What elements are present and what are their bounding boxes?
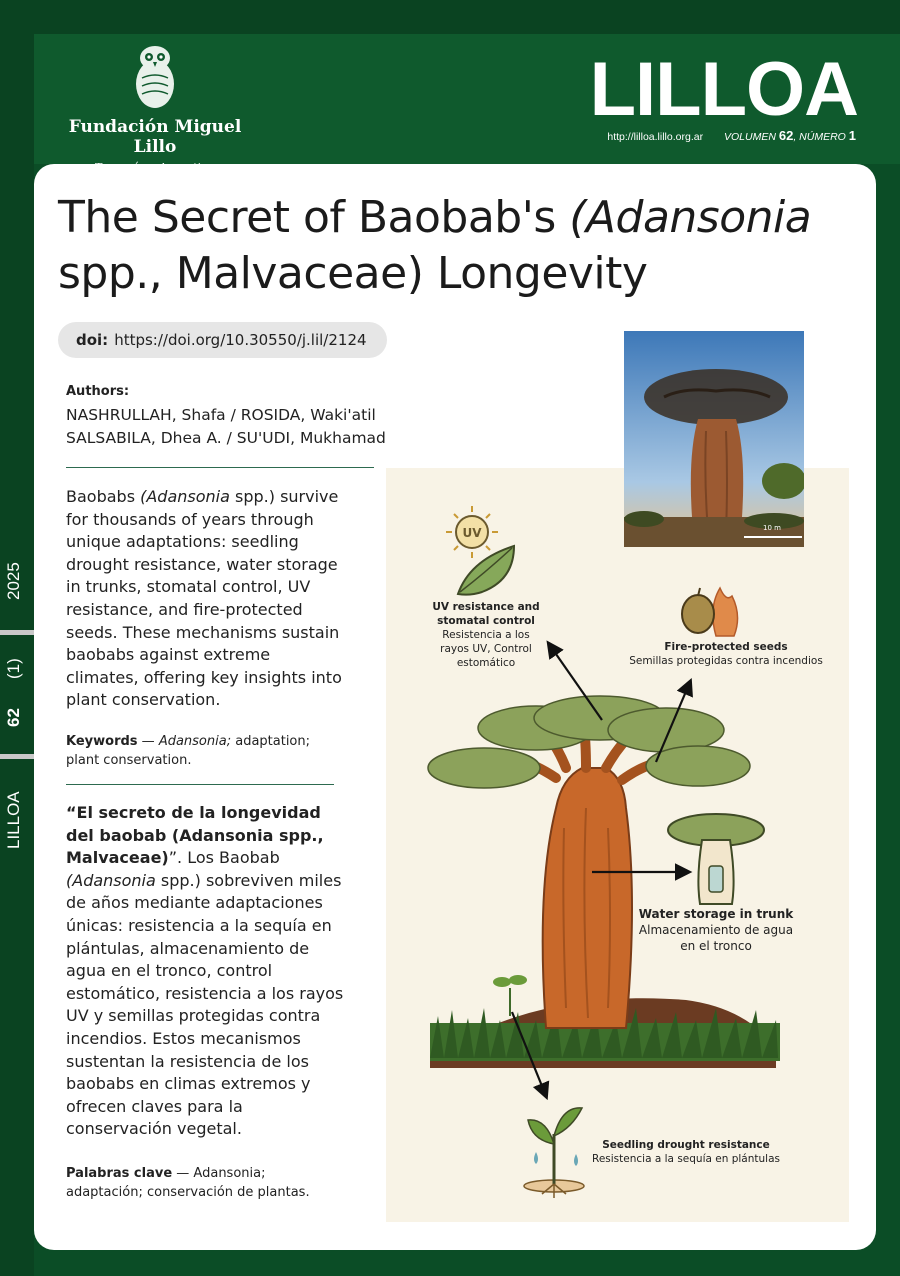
side-divider [0, 754, 34, 759]
top-frame [0, 0, 900, 34]
title-text-2: spp., Malvaceae) Longevity [58, 248, 648, 299]
side-band [0, 520, 34, 880]
side-year: 2025 [4, 562, 23, 600]
authors-heading: Authors: [66, 384, 130, 399]
title-text: The Secret of Baobab's [58, 192, 570, 243]
keywords-es: Palabras clave — Adansonia; adaptación; conservación de plantas. [66, 1166, 310, 1200]
side-divider [0, 630, 34, 635]
svg-text:UV: UV [462, 526, 482, 540]
authors-line: SALSABILA, Dhea A. / SU'UDI, Mukhamad [66, 429, 386, 447]
side-journal: LILLOA [4, 791, 23, 849]
baobab-infographic-art [386, 468, 849, 1222]
journal-title: LILLOA [589, 47, 858, 132]
water-tree-icon [668, 814, 764, 904]
seedling-icon [524, 1108, 584, 1198]
title-genus: (Adansonia [569, 192, 812, 243]
journal-url[interactable]: http://lilloa.lillo.org.ar [607, 131, 704, 143]
infographic [386, 468, 849, 1222]
abstract-en: Baobabs (Adansonia spp.) survive for thousands of years through unique adaptations: seedling drought resistance, water storage in trunks, stomatal control, UV resistance, and fire-protected seeds. These mechanisms sustain baobabs against extreme climates, offering key insights into plant conservation. [66, 487, 342, 710]
foundation-logo [60, 44, 250, 174]
number-label: NÚMERO [799, 131, 846, 143]
article-title [58, 190, 848, 302]
owl-icon [133, 44, 177, 108]
foundation-name: Fundación Miguel Lillo [68, 117, 242, 157]
fire-seed-icon [682, 588, 738, 636]
journal-meta: http://lilloa.lillo.org.ar VOLUMEN 62, NÚMERO 1 [607, 128, 856, 143]
issue-number: 1 [848, 128, 856, 143]
doi-badge[interactable] [58, 322, 387, 358]
volume-label: VOLUMEN [724, 131, 776, 143]
uv-label: UV resistance and stomatal control Resistencia a los rayos UV, Control estomático [432, 601, 540, 669]
leaf-icon [458, 546, 514, 595]
volume-number: 62 [778, 128, 794, 143]
side-volume: 62 [4, 708, 23, 728]
authors-line: NASHRULLAH, Shafa / ROSIDA, Waki'atil [66, 406, 376, 424]
baobab-photo [624, 331, 804, 547]
abstract-es: “El secreto de la longevidad del baobab (Adansonia spp., Malvaceae)”. Los Baobab (Adansonia spp.) sobreviven miles de años mediante adaptaciones únicas: resistencia a la sequía en plántulas, almacenamiento de agua en el tronco, control estomático, resistencia a los rayos UV y semillas protegidas contra incendios. Estos mecanismos sustentan la resistencia de los baobabs en climas extremos y ofrecen claves para la conservación vegetal. [66, 803, 344, 1139]
authors-list [66, 404, 386, 450]
section-divider [66, 467, 374, 468]
fire-label: Fire-protected seeds Semillas protegidas contra incendios [629, 641, 823, 667]
doi-link[interactable]: https://doi.org/10.30550/j.lil/2124 [114, 331, 367, 349]
side-issue: (1) [4, 658, 23, 680]
section-divider [66, 784, 334, 785]
keywords-en: Keywords — Adansonia; adaptation; plant conservation. [66, 734, 311, 768]
scale-label: 10 m [763, 524, 781, 532]
sprout-icon [493, 975, 527, 1016]
sun-icon [446, 506, 498, 558]
seedling-label: Seedling drought resistance Resistencia a la sequía en plántulas [592, 1139, 780, 1165]
water-label: Water storage in trunk Almacenamiento de agua en el tronco [638, 907, 794, 953]
doi-label: doi: [76, 331, 109, 349]
